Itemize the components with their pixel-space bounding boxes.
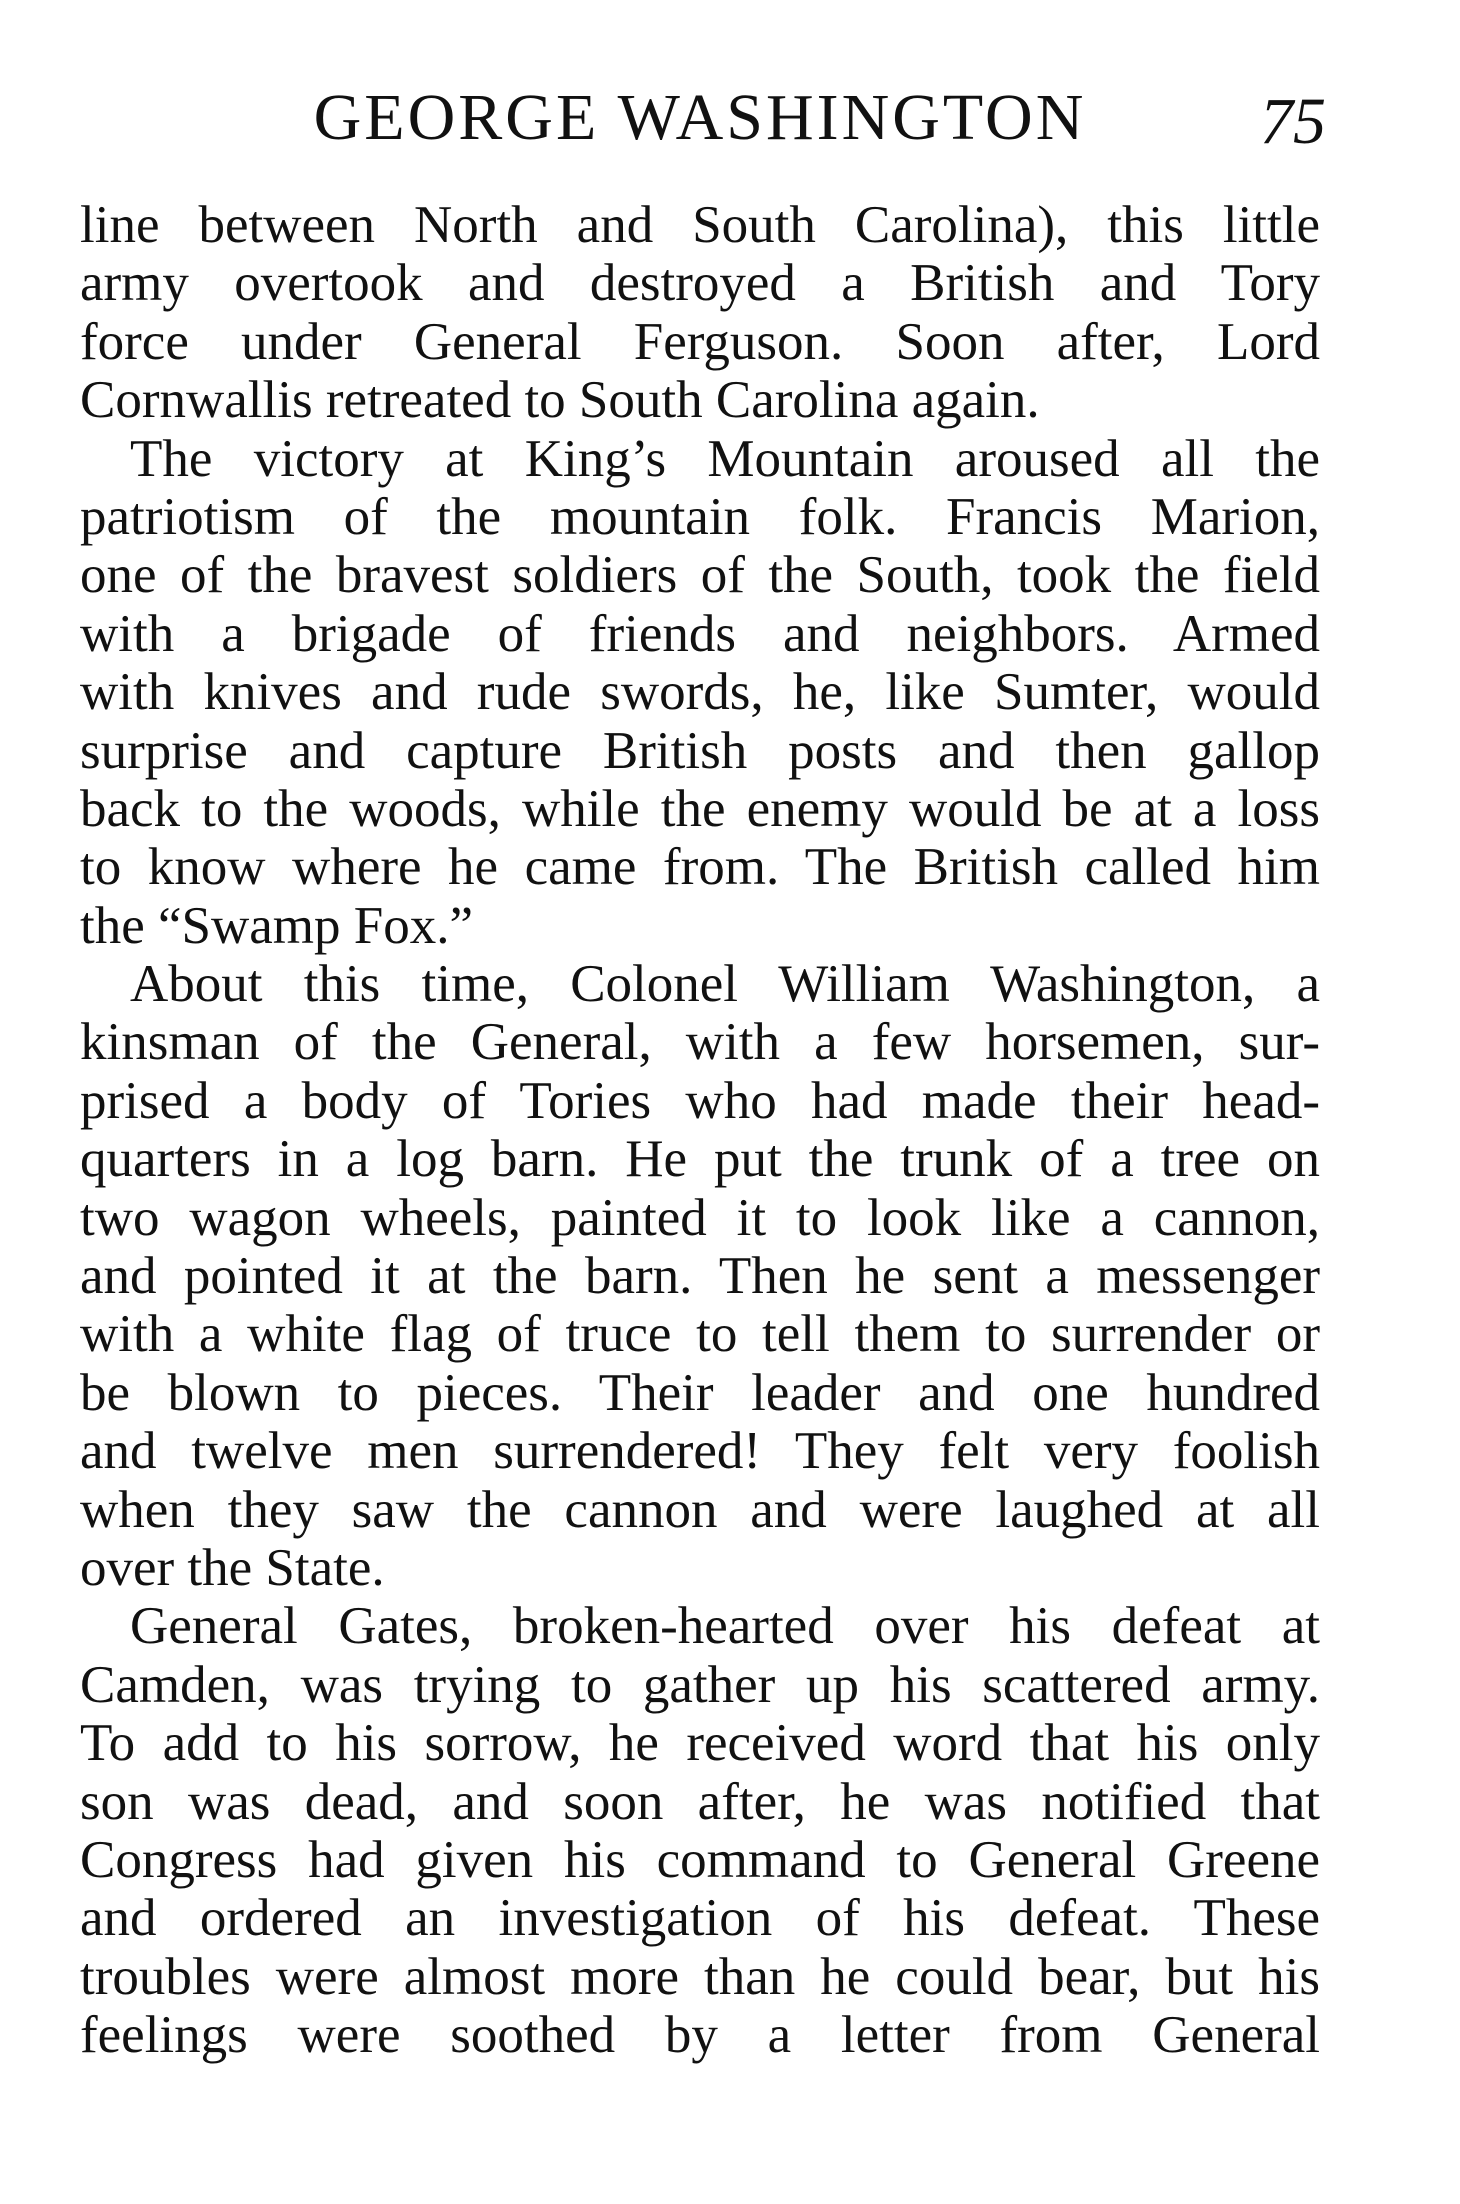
text-line: Congress had given his command to General Greene	[80, 1830, 1320, 1889]
text-line: kinsman of the General, with a few horsemen, sur-	[80, 1013, 1320, 1072]
text-line: prised a body of Tories who had made their head-	[80, 1071, 1320, 1130]
text-line: force under General Ferguson. Soon after, Lord	[80, 312, 1320, 371]
text-line: feelings were soothed by a letter from General	[80, 2006, 1320, 2065]
running-head	[80, 78, 1326, 158]
text-line: surprise and capture British posts and then gallop	[80, 721, 1320, 780]
text-line: back to the woods, while the enemy would be at a loss	[80, 779, 1320, 838]
text-line: when they saw the cannon and were laughed at all	[80, 1480, 1320, 1539]
text-line: over the State.	[80, 1538, 385, 1597]
text-line: army overtook and destroyed a British and Tory	[80, 254, 1320, 313]
text-line: troubles were almost more than he could bear, but his	[80, 1947, 1320, 2006]
body-text	[80, 196, 1320, 2065]
text-line: be blown to pieces. Their leader and one hundred	[80, 1363, 1320, 1422]
text-line: line between North and South Carolina), this little	[80, 196, 1320, 254]
text-line: with a white flag of truce to tell them to surrender or	[80, 1305, 1320, 1364]
text-line: General Gates, broken-hearted over his defeat at	[130, 1597, 1320, 1656]
text-line: and twelve men surrendered! They felt very foolish	[80, 1422, 1320, 1481]
text-line: to know where he came from. The British called him	[80, 838, 1320, 897]
text-line: To add to his sorrow, he received word that his only	[80, 1714, 1320, 1773]
text-line: quarters in a log barn. He put the trunk of a tree on	[80, 1130, 1320, 1189]
page-number: 75	[1260, 85, 1326, 158]
text-line: with a brigade of friends and neighbors. Armed	[80, 604, 1320, 663]
text-line: About this time, Colonel William Washington, a	[130, 955, 1320, 1014]
text-line: with knives and rude swords, he, like Sumter, would	[80, 663, 1320, 722]
text-line: Cornwallis retreated to South Carolina again.	[80, 371, 1040, 430]
text-line: and pointed it at the barn. Then he sent a messenger	[80, 1247, 1320, 1306]
text-line: two wagon wheels, painted it to look like a cannon,	[80, 1188, 1320, 1247]
text-line: patriotism of the mountain folk. Francis Marion,	[80, 487, 1320, 546]
text-line: Camden, was trying to gather up his scattered army.	[80, 1655, 1320, 1714]
text-line: The victory at King’s Mountain aroused all the	[130, 429, 1320, 488]
text-line: the “Swamp Fox.”	[80, 896, 474, 955]
text-line: and ordered an investigation of his defeat. These	[80, 1889, 1320, 1948]
running-title: GEORGE WASHINGTON	[313, 81, 1087, 154]
text-line: son was dead, and soon after, he was notified that	[80, 1772, 1320, 1831]
text-line: one of the bravest soldiers of the South, took the field	[80, 546, 1320, 605]
